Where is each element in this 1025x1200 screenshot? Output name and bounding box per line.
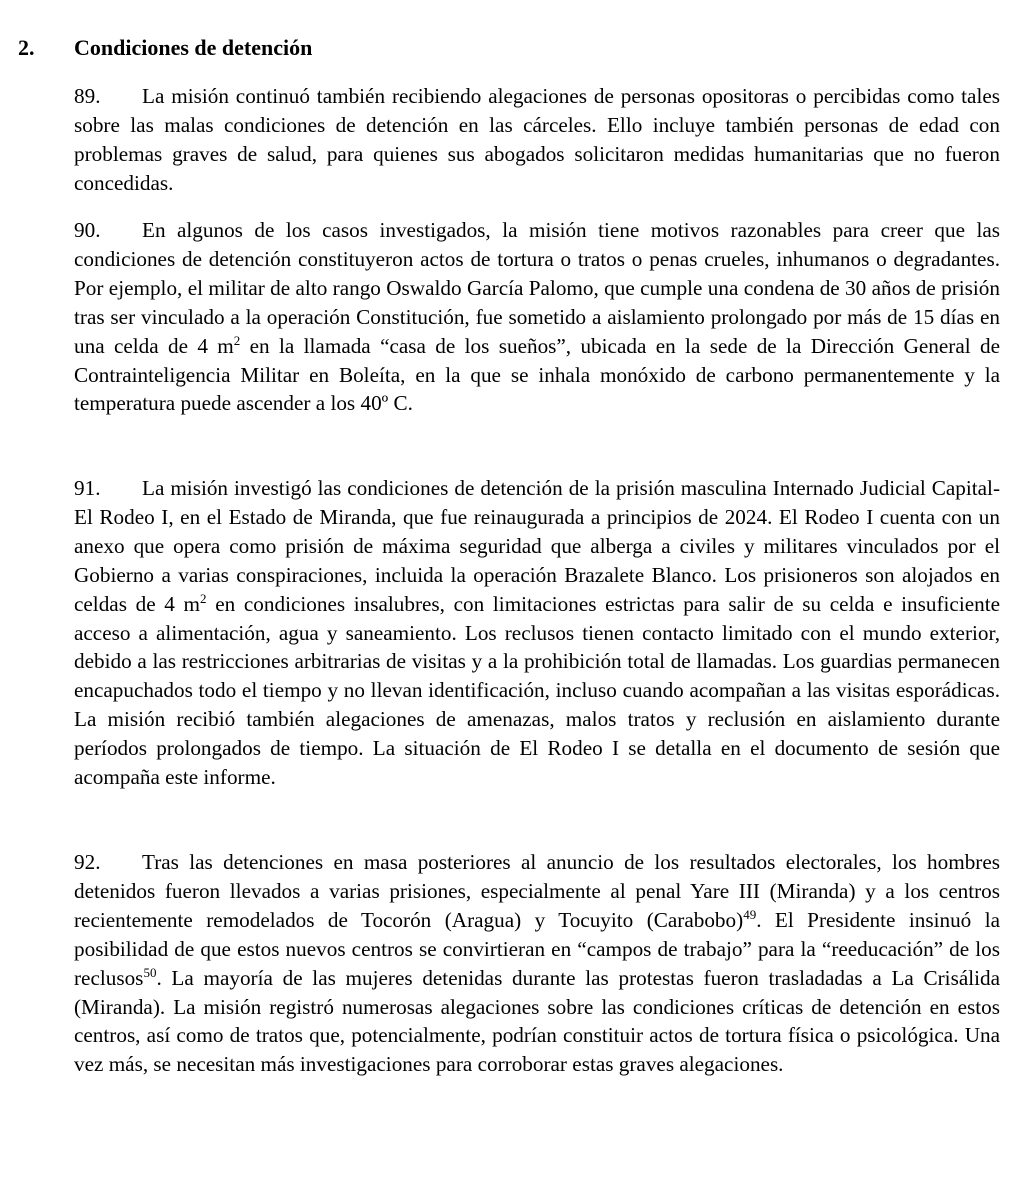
section-heading — [18, 33, 312, 63]
paragraph-text: La misión investigó las condiciones de detención de la prisión masculina Internado Judicial Capital-El Rodeo I, en el Estado de Miranda, que fue reinaugurada a principios de 2024. El Rodeo I cuenta con un anexo que opera como prisión de máxima seguridad que alberga a civiles y militares vinculados por el Gobierno a varias conspiraciones, incluida la operación Brazalete Blanco. Los prisioneros son alojados en celdas de 4 m — [74, 476, 1000, 616]
paragraph-text: La misión continuó también recibiendo alegaciones de personas opositoras o percibidas como tales sobre las malas condiciones de detención en las cárceles. Ello incluye también personas de edad con problemas graves de salud, para quienes sus abogados solicitaron medidas humanitarias que no fueron concedidas. — [74, 84, 1000, 195]
paragraph-90 — [74, 216, 1000, 418]
paragraph-number: 91. — [74, 476, 101, 500]
paragraph-number: 89. — [74, 84, 101, 108]
paragraph-text-continued: . El Presidente insinuó la posibilidad de que estos nuevos centros se convirtieran en “campos de trabajo” para la “reeducación” de los reclusos — [74, 907, 1000, 990]
footnote-ref-49[interactable]: 49 — [743, 906, 757, 922]
superscript-squared: 2 — [233, 332, 241, 348]
paragraph-text: Tras las detenciones en masa posteriores al anuncio de los resultados electorales, los hombres detenidos fueron llevados a varias prisiones, especialmente al penal Yare III (Miranda) y a los centros recientemente remodelados de Tocorón (Aragua) y Tocuyito (Carabobo) — [74, 850, 1000, 932]
paragraph-text-continued: en la llamada “casa de los sueños”, ubicada en la sede de la Dirección General de Contrainteligencia Militar en Boleíta, en la que se inhala monóxido de carbono permanentemente y la temperatura puede ascender a los 40º C. — [74, 333, 1000, 416]
paragraph-text-end: . La mayoría de las mujeres detenidas durante las protestas fueron trasladadas a La Crisálida (Miranda). La misión registró numerosas alegaciones sobre las condiciones críticas de detención en estos centros, así como de tratos que, potencialmente, podrían constituir actos de tortura física o psicológica. Una vez más, se necesitan más investigaciones para corroborar estas graves alegaciones. — [74, 965, 1000, 1077]
paragraph-text-continued: en condiciones insalubres, con limitaciones estrictas para salir de su celda e insuficiente acceso a alimentación, agua y saneamiento. Los reclusos tienen contacto limitado con el mundo exterior, debido a las restricciones arbitrarias de visitas y a la prohibición total de llamadas. Los guardias permanecen encapuchados todo el tiempo y no llevan identificación, incluso cuando acompañan a las visitas esporádicas. La misión recibió también alegaciones de amenazas, malos tratos y reclusión en aislamiento durante períodos prolongados de tiempo. La situación de El Rodeo I se detalla en el documento de sesión que acompaña este informe. — [74, 591, 1000, 790]
paragraph-number: 92. — [74, 850, 101, 874]
paragraph-number: 90. — [74, 218, 101, 242]
paragraph-text: En algunos de los casos investigados, la misión tiene motivos razonables para creer que las condiciones de detención constituyeron actos de tortura o tratos o penas crueles, inhumanos o degradantes. Por ejemplo, el militar de alto rango Oswaldo García Palomo, que cumple una condena de 30 años de prisión tras ser vinculado a la operación Constitución, fue sometido a aislamiento prolongado por más de 15 días en una celda de 4 m — [74, 218, 1000, 358]
paragraph-89 — [74, 82, 1000, 198]
superscript-squared: 2 — [200, 590, 207, 606]
paragraph-92 — [74, 848, 1000, 1079]
footnote-ref-50[interactable]: 50 — [143, 964, 157, 980]
paragraph-91 — [74, 474, 1000, 792]
section-title: Condiciones de detención — [74, 35, 313, 60]
section-number: 2. — [18, 35, 35, 60]
